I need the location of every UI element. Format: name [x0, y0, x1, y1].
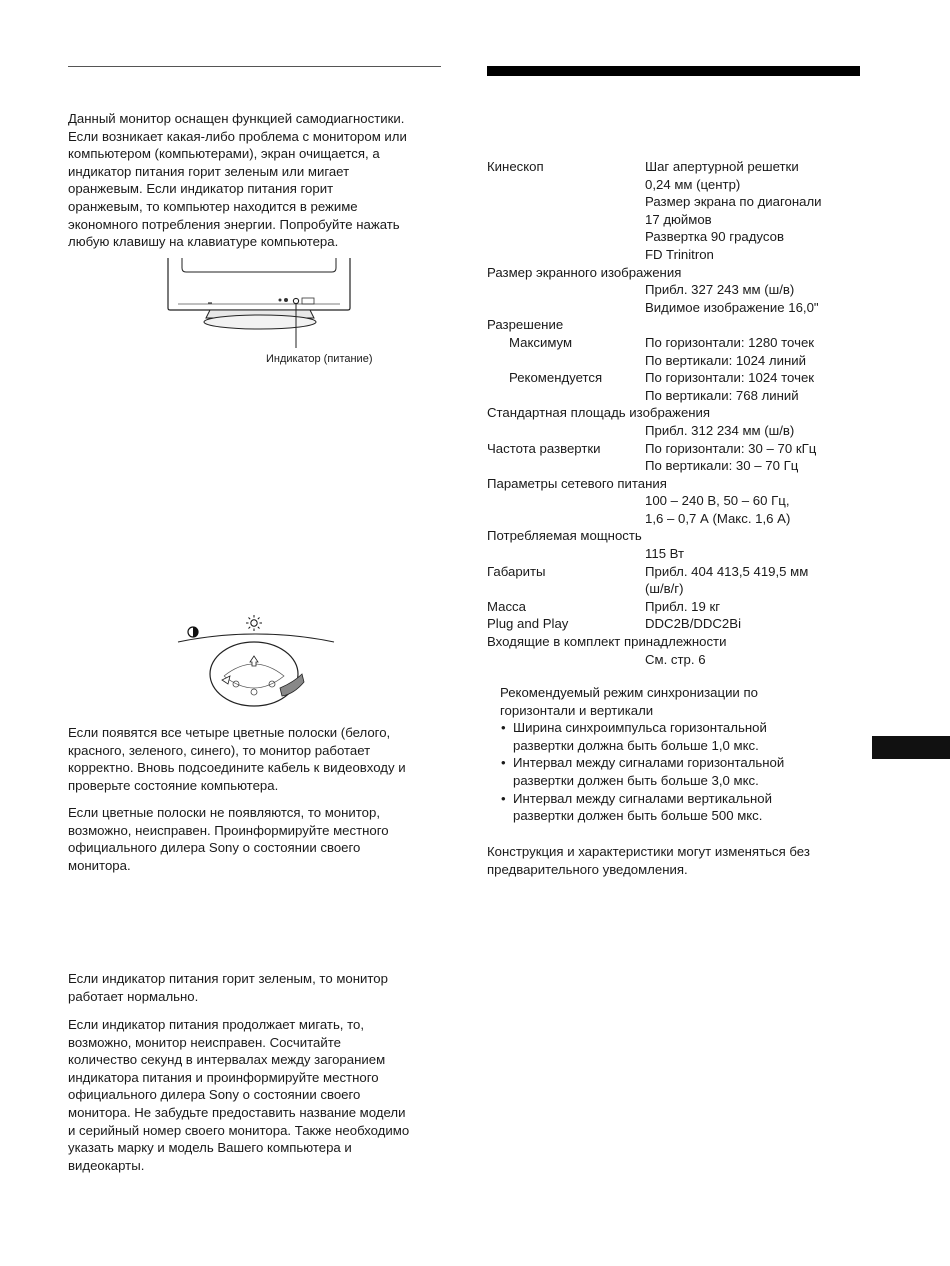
spec-label: Рекомендуется: [509, 370, 603, 386]
spec-row: [487, 457, 867, 475]
spec-value: Развертка 90 градусов: [645, 229, 784, 245]
sync-note: [500, 684, 784, 825]
specifications-table: [487, 158, 867, 668]
intro-line: Данный монитор оснащен функцией самодиагностики.: [68, 111, 405, 126]
spec-value: Шаг апертурной решетки: [645, 159, 799, 174]
spec-row: [487, 299, 867, 317]
text-line: монитора. Не забудьте предоставить название модели: [68, 1104, 406, 1120]
spec-label: Стандартная площадь изображения: [487, 405, 711, 421]
spec-row: [487, 264, 867, 282]
spec-row: [487, 211, 867, 229]
spec-value: 100 – 240 В, 50 – 60 Гц,: [645, 493, 790, 509]
indicator-caption: Индикатор (питание): [266, 353, 373, 365]
text-line: монитора.: [68, 857, 131, 873]
spec-row: [487, 598, 867, 616]
spec-row: [487, 404, 867, 422]
control-panel-illustration: [176, 612, 336, 708]
spec-value: 17 дюймов: [645, 211, 712, 227]
spec-row: [487, 334, 867, 352]
text-line: возможно, неисправен. Проинформируйте местного: [68, 822, 389, 838]
color-bars-paragraph: [68, 724, 406, 794]
sync-bullet: [500, 790, 784, 825]
text-line: количество секунд в интервалах между загоранием: [68, 1052, 386, 1068]
bullet-line: развертки должен быть больше 500 мкс.: [513, 808, 763, 824]
spec-label: Разрешение: [487, 317, 564, 333]
intro-line: компьютером (компьютерами), экран очищается, а: [68, 146, 380, 162]
spec-row: [487, 193, 867, 211]
spec-row: [487, 475, 867, 493]
sync-note-line: Рекомендуемый режим синхронизации по: [500, 685, 758, 700]
spec-value: DDC2B/DDC2Bi: [645, 616, 741, 632]
spec-row: [487, 316, 867, 334]
spec-value: Прибл. 312 234 мм (ш/в): [645, 422, 795, 438]
sync-bullet: [500, 719, 784, 754]
spec-value: Прибл. 19 кг: [645, 598, 721, 614]
spec-row: [487, 158, 867, 176]
spec-value: (ш/в/г): [645, 581, 684, 597]
bullet-marker: •: [501, 790, 506, 806]
text-line: Если индикатор питания продолжает мигать, то,: [68, 1017, 365, 1032]
spec-value: По вертикали: 30 – 70 Гц: [645, 458, 799, 474]
blinking-indicator-paragraph: [68, 1016, 409, 1174]
bullet-marker: •: [501, 720, 506, 736]
bullet-line: развертки должна быть больше 1,0 мкс.: [513, 737, 759, 753]
spec-value: См. стр. 6: [645, 651, 706, 667]
text-line: видеокарты.: [68, 1157, 145, 1173]
spec-value: По горизонтали: 1024 точек: [645, 370, 815, 386]
text-line: официального дилера Sony о состоянии своего: [68, 1087, 361, 1103]
left-header-rule: [68, 66, 441, 67]
monitor-front-illustration: [160, 258, 360, 348]
text-line: Если появятся все четыре цветные полоски (белого,: [68, 725, 391, 740]
spec-value: 115 Вт: [645, 546, 685, 562]
bullet-line: Интервал между сигналами горизонтальной: [513, 755, 785, 771]
text-line: корректно. Вновь подсоедините кабель к видеовходу и: [68, 760, 406, 776]
sync-bullet-list: [500, 719, 784, 825]
intro-paragraph: [68, 110, 407, 251]
text-line: официального дилера Sony о состоянии своего: [68, 840, 361, 856]
spec-row: [487, 615, 867, 633]
text-line: указать марку и модель Вашего компьютера и: [68, 1140, 352, 1156]
disclaimer-line: предварительного уведомления.: [487, 861, 688, 877]
text-line: работает нормально.: [68, 988, 199, 1004]
spec-label: Потребляемая мощность: [487, 528, 642, 544]
spec-row: [487, 651, 867, 669]
spec-label: Габариты: [487, 563, 546, 579]
sync-bullet: [500, 754, 784, 789]
text-line: индикатора питания и проинформируйте местного: [68, 1069, 379, 1085]
spec-row: [487, 246, 867, 264]
text-line: и серийный номер своего монитора. Также необходимо: [68, 1122, 410, 1138]
spec-row: [487, 352, 867, 370]
green-indicator-paragraph: [68, 970, 388, 1005]
spec-value: По горизонтали: 1280 точек: [645, 334, 815, 350]
intro-line: любую клавишу на клавиатуре компьютера.: [68, 234, 339, 250]
spec-value: По горизонтали: 30 – 70 кГц: [645, 440, 817, 456]
spec-value: 0,24 мм (центр): [645, 176, 741, 192]
intro-line: Если возникает какая-либо проблема с монитором или: [68, 128, 407, 144]
text-line: возможно, монитор неисправен. Сосчитайте: [68, 1034, 341, 1050]
intro-line: индикатор питания горит зеленым или мигает: [68, 163, 350, 179]
disclaimer-line: Конструкция и характеристики могут изменяться без: [487, 844, 810, 859]
text-line: проверьте состояние компьютера.: [68, 777, 279, 793]
spec-row: [487, 563, 867, 581]
spec-value: Размер экрана по диагонали: [645, 194, 822, 210]
bullet-line: развертки должен быть больше 3,0 мкс.: [513, 772, 759, 788]
spec-row: [487, 369, 867, 387]
spec-row: [487, 527, 867, 545]
spec-row: [487, 440, 867, 458]
spec-value: Прибл. 327 243 мм (ш/в): [645, 282, 795, 298]
brightness-icon: [246, 615, 262, 631]
text-line: красного, зеленого, синего), то монитор работает: [68, 742, 371, 758]
spec-row: [487, 387, 867, 405]
spec-row: [487, 228, 867, 246]
spec-row: [487, 422, 867, 440]
spec-label: Масса: [487, 598, 526, 614]
spec-value: Видимое изображение 16,0": [645, 299, 819, 315]
section-tab: [872, 736, 950, 759]
spec-row: [487, 545, 867, 563]
spec-row: [487, 176, 867, 194]
spec-label: Параметры сетевого питания: [487, 475, 667, 491]
spec-label: Максимум: [509, 334, 573, 350]
spec-row: [487, 510, 867, 528]
spec-label: Входящие в комплект принадлежности: [487, 634, 727, 650]
spec-value: FD Trinitron: [645, 246, 714, 262]
text-line: Если цветные полоски не появляются, то монитор,: [68, 805, 380, 820]
spec-value: По вертикали: 768 линий: [645, 387, 799, 403]
bullet-line: Интервал между сигналами вертикальной: [513, 790, 772, 806]
spec-row: [487, 633, 867, 651]
intro-line: экономного потребления энергии. Попробуйте нажать: [68, 216, 400, 232]
bullet-marker: •: [501, 755, 506, 771]
intro-line: оранжевым. Если индикатор питания горит: [68, 181, 334, 197]
press-arrow-icon: [280, 674, 304, 696]
text-line: Если индикатор питания горит зеленым, то монитор: [68, 971, 388, 986]
spec-value: По вертикали: 1024 линий: [645, 352, 806, 368]
sync-note-line: горизонтали и вертикали: [500, 702, 654, 718]
spec-label: Кинескоп: [487, 159, 544, 174]
spec-row: [487, 580, 867, 598]
no-bars-paragraph: [68, 804, 389, 874]
spec-value: Прибл. 404 413,5 419,5 мм: [645, 563, 809, 579]
spec-row: [487, 281, 867, 299]
spec-row: [487, 492, 867, 510]
bullet-line: Ширина синхроимпульса горизонтальной: [513, 720, 767, 736]
intro-line: оранжевым, то компьютер находится в режиме: [68, 198, 358, 214]
spec-label: Plug and Play: [487, 616, 569, 632]
disclaimer: [487, 843, 810, 878]
spec-label: Размер экранного изображения: [487, 264, 682, 280]
spec-label: Частота развертки: [487, 440, 601, 456]
right-header-bar: [487, 66, 860, 76]
spec-value: 1,6 – 0,7 А (Макс. 1,6 А): [645, 510, 791, 526]
